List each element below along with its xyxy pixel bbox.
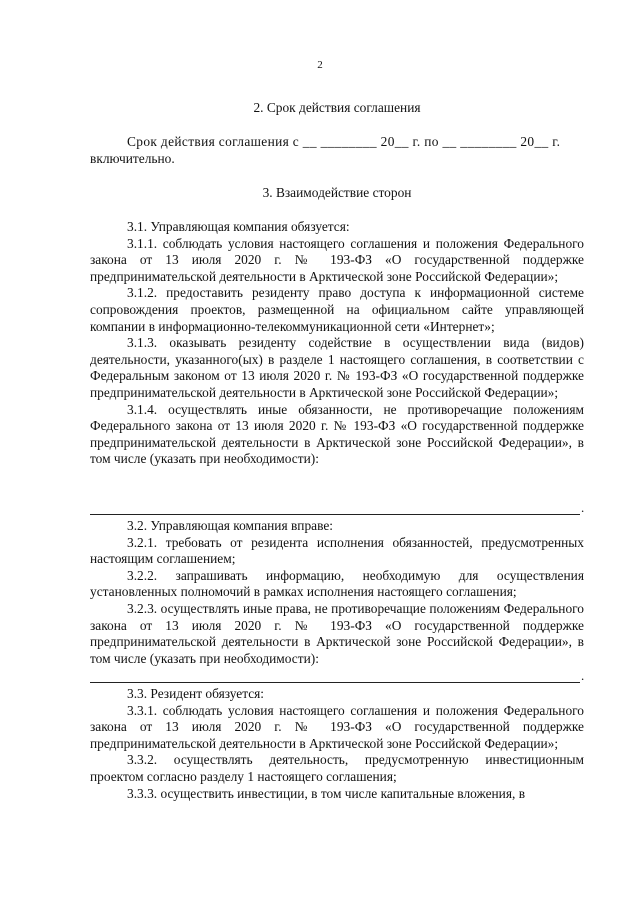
term-paragraph — [90, 134, 584, 167]
clause-3-1-3: 3.1.3. оказывать резиденту содействие в осуществлении вида (видов) деятельности, указанного(ых) в разделе 1 настоящего соглашения, в соответствии с Федеральным законом от 13 июля 2020 г. № 193-ФЗ «О государственной поддержке предпринимательской деятельности в Арктической зоне Российской Федерации»; — [90, 335, 584, 400]
clause-3-2-1: 3.2.1. требовать от резидента исполнения обязанностей, предусмотренных настоящим соглашением; — [90, 534, 584, 567]
fill-in-line-1 — [90, 514, 580, 515]
term-text: Срок действия соглашения с __ ________ 20__ г. по __ ________ 20__ г. — [127, 134, 561, 149]
clause-3-2: 3.2. Управляющая компания вправе: — [127, 518, 334, 533]
page-number: 2 — [317, 59, 323, 71]
section-3-title: 3. Взаимодействие сторон — [262, 185, 412, 200]
fill-in-line-1-dot: . — [581, 500, 585, 515]
clause-3-2-3: 3.2.3. осуществлять иные права, не противоречащие положениям Федерального закона от 13 июля 2020 г. № 193-ФЗ «О государственной поддержке предпринимательской деятельности в Арктической зоне Российской Федерации», в том числе (указать при необходимости): — [90, 600, 584, 666]
section-2-title: 2. Срок действия соглашения — [253, 100, 421, 115]
clause-3-1-1: 3.1.1. соблюдать условия настоящего соглашения и положения Федерального закона от 13 июля 2020 г. № 193-ФЗ «О государственной поддержке предпринимательской деятельности в Арктической зоне Российской Федерации»; — [90, 235, 584, 284]
section-3-2-block — [90, 518, 584, 667]
clause-3-1-4: 3.1.4. осуществлять иные обязанности, не противоречащие положениям Федерального закона от 13 июля 2020 г. № 193-ФЗ «О государственной поддержке предпринимательской деятельности в Арктической зоне Российской Федерации», в том числе (указать при необходимости): — [90, 401, 584, 467]
section-3-1-block — [90, 219, 584, 468]
clause-3-3-1: 3.3.1. соблюдать условия настоящего соглашения и положения Федерального закона от 13 июля 2020 г. № 193-ФЗ «О государственной поддержке предпринимательской деятельности в Арктической зоне Российской Федерации»; — [90, 702, 584, 751]
section-3-3-block — [90, 686, 584, 802]
term-text-end: включительно. — [90, 150, 175, 166]
fill-in-line-2 — [90, 682, 580, 683]
clause-3-3-2: 3.3.2. осуществлять деятельность, предусмотренную инвестиционным проектом согласно разделу 1 настоящего соглашения; — [90, 752, 584, 784]
term-line — [90, 134, 584, 151]
clause-3-1: 3.1. Управляющая компания обязуется: — [127, 219, 350, 234]
fill-in-line-2-dot: . — [581, 668, 585, 683]
clause-3-2-2: 3.2.2. запрашивать информацию, необходимую для осуществления установленных полномочий в рамках исполнения настоящего соглашения; — [90, 567, 584, 600]
clause-3-3-3: 3.3.3. осуществить инвестиции, в том числе капитальные вложения, в — [127, 785, 526, 801]
clause-3-3: 3.3. Резидент обязуется: — [127, 686, 265, 701]
clause-3-1-2: 3.1.2. предоставить резиденту право доступа к информационной системе сопровождения проектов, размещенной на официальном сайте управляющей компании в информационно-телекоммуникационной сети «Интернет»; — [90, 285, 584, 334]
